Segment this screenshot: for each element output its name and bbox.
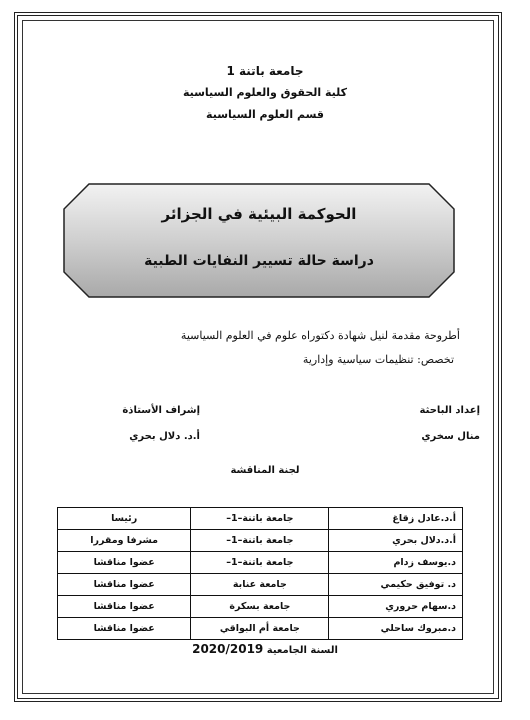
member-university: جامعة أم البواقي bbox=[191, 618, 329, 640]
thesis-degree: أطروحة مقدمة لنيل شهادة دكتوراه علوم في العلوم السياسية bbox=[180, 329, 460, 342]
thesis-description bbox=[40, 324, 460, 372]
supervision-label: إشراف الأستاذة bbox=[122, 405, 200, 416]
table-row bbox=[58, 618, 463, 640]
member-university: جامعة باتنة–1– bbox=[191, 530, 329, 552]
supervisor-name: أ.د. دلال بحري bbox=[129, 431, 200, 442]
member-role: عضوا مناقشا bbox=[58, 618, 191, 640]
member-university: جامعة باتنة–1– bbox=[191, 552, 329, 574]
table-row bbox=[58, 530, 463, 552]
university-name: جامعة باتنة 1 bbox=[226, 64, 304, 78]
title-box bbox=[63, 183, 455, 298]
table-row bbox=[58, 574, 463, 596]
member-role: رئيسا bbox=[58, 508, 191, 530]
thesis-title: الحوكمة البيئية في الجزائر bbox=[161, 205, 357, 223]
member-role: عضوا مناقشا bbox=[58, 552, 191, 574]
institution-header bbox=[0, 60, 530, 126]
thesis-specialty: تخصص: تنظيمات سياسية وإدارية bbox=[302, 353, 454, 366]
table-row bbox=[58, 552, 463, 574]
researcher-name: منال سخري bbox=[421, 431, 480, 442]
member-name: د. توفيق حكيمي bbox=[329, 574, 463, 596]
member-name: أ.د.دلال بحري bbox=[329, 530, 463, 552]
prepared-by-block bbox=[360, 398, 480, 450]
table-row bbox=[58, 508, 463, 530]
member-university: جامعة عنابة bbox=[191, 574, 329, 596]
member-name: د.مبروك ساحلي bbox=[329, 618, 463, 640]
title-frame bbox=[63, 183, 455, 298]
member-role: عضوا مناقشا bbox=[58, 574, 191, 596]
member-role: عضوا مناقشا bbox=[58, 596, 191, 618]
supervision-block bbox=[90, 398, 200, 450]
committee-title: لجنة المناقشة bbox=[230, 465, 300, 476]
faculty-name: كلية الحقوق والعلوم السياسية bbox=[182, 86, 348, 99]
member-name: د.سهام حروري bbox=[329, 596, 463, 618]
member-name: د.يوسف زدام bbox=[329, 552, 463, 574]
member-role: مشرفا ومقررا bbox=[58, 530, 191, 552]
committee-table bbox=[57, 507, 463, 640]
academic-year bbox=[0, 642, 530, 656]
thesis-subtitle: دراسة حالة تسيير النفايات الطبية bbox=[144, 253, 374, 269]
academic-year-label: السنة الجامعية bbox=[266, 645, 338, 656]
prepared-by-label: إعداد الباحثة bbox=[419, 405, 480, 416]
academic-year-value: 2020/2019 bbox=[192, 642, 264, 656]
member-university: جامعة بسكرة bbox=[191, 596, 329, 618]
member-university: جامعة باتنة–1– bbox=[191, 508, 329, 530]
department-name: قسم العلوم السياسية bbox=[206, 108, 324, 121]
member-name: أ.د.عادل زقاغ bbox=[329, 508, 463, 530]
table-row bbox=[58, 596, 463, 618]
